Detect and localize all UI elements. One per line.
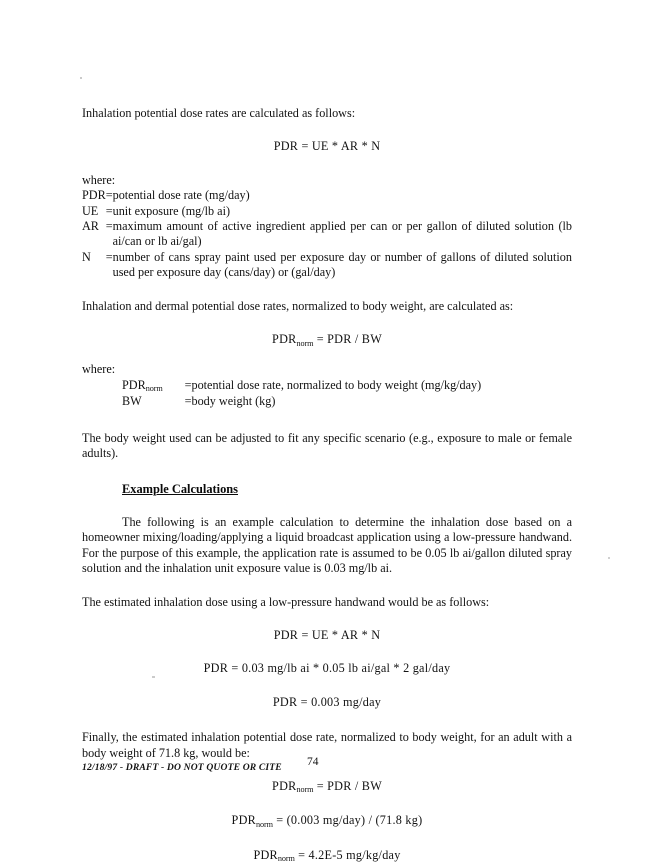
equation-pdrnorm-prefix: PDR xyxy=(272,332,297,347)
definition-term: PDR xyxy=(82,188,106,203)
spacer xyxy=(82,314,572,332)
equation-pdrnorm-rest: = PDR / BW xyxy=(313,332,382,347)
intro-line: Inhalation potential dose rates are calculated as follows: xyxy=(82,106,356,120)
definition-term xyxy=(82,394,163,410)
definition-list-2 xyxy=(82,378,481,411)
definition-row xyxy=(82,250,572,281)
definition-text: number of cans spray paint used per exposure day or number of gallons of diluted solution used per exposure day (cans/day) or (gal/day) xyxy=(112,249,572,280)
equation-pdrnorm xyxy=(82,332,572,348)
equation-norm-2-prefix: PDR xyxy=(231,813,257,828)
definition-text: potential dose rate, normalized to body weight (mg/kg/day) xyxy=(191,377,482,392)
equation-norm-2-rest: = (0.003 mg/day) / (71.8 kg) xyxy=(272,813,423,828)
spacer xyxy=(82,281,572,299)
estimated-intro: The estimated inhalation dose using a low-pressure handwand would be as follows: xyxy=(82,594,490,609)
equation-step2: PDR = 0.03 mg/lb ai * 0.05 lb ai/gal * 2 gal/day xyxy=(203,661,451,676)
equation-norm-2 xyxy=(82,813,572,829)
definition-text: maximum amount of active ingredient applied per can or per gallon of diluted solution (lb ai/can or lb ai/gal) xyxy=(112,219,572,249)
where-label-2: where: xyxy=(82,362,116,377)
equation-pdrnorm-subscript: norm xyxy=(296,338,314,348)
definition-equals: = xyxy=(105,249,113,264)
definition-equals: = xyxy=(105,188,113,203)
spacer xyxy=(82,497,572,515)
finally-paragraph: Finally, the estimated inhalation potential dose rate, normalized to body weight, for an adult with a body weight of 71.8 kg, would be: xyxy=(82,730,572,760)
equation-norm-1-rest: = PDR / BW xyxy=(313,778,382,793)
equation-step1: PDR = UE * AR * N xyxy=(273,627,381,642)
definition-term-prefix: BW xyxy=(122,394,142,409)
body-weight-note: The body weight used can be adjusted to fit any specific scenario (e.g., exposure to male or female adults). xyxy=(82,430,572,461)
definition-row xyxy=(82,219,572,250)
definition-equals: = xyxy=(184,377,192,392)
equation-norm-3-prefix: PDR xyxy=(253,847,278,862)
definition-text: potential dose rate (mg/day) xyxy=(112,188,250,203)
example-calculations-heading: Example Calculations xyxy=(122,481,238,496)
definition-term: N xyxy=(82,249,91,264)
spacer xyxy=(82,411,572,431)
definition-list-1 xyxy=(82,188,572,280)
spacer xyxy=(82,577,572,595)
page-content xyxy=(82,106,572,864)
equation-step3: PDR = 0.003 mg/day xyxy=(272,694,382,709)
page-number: 74 xyxy=(307,756,319,768)
draft-footer-note: 12/18/97 - DRAFT - DO NOT QUOTE OR CITE xyxy=(82,762,282,773)
spacer xyxy=(82,462,572,482)
spacer xyxy=(82,710,572,730)
definition-term: UE xyxy=(82,203,99,218)
definition-equals: = xyxy=(105,203,113,218)
equation-norm-1-subscript: norm xyxy=(296,785,314,795)
definition-equals: = xyxy=(105,219,113,234)
spacer xyxy=(82,610,572,628)
equation-norm-3-subscript: norm xyxy=(277,854,295,864)
scan-artifact-speck xyxy=(80,77,82,79)
definition-text: unit exposure (mg/lb ai) xyxy=(112,203,231,218)
spacer xyxy=(82,643,572,661)
definition-equals: = xyxy=(184,394,192,409)
spacer xyxy=(82,348,572,362)
definition-row xyxy=(82,204,572,219)
page-footer xyxy=(82,756,572,782)
equation-norm-3 xyxy=(82,848,572,864)
equation-pdr: PDR = UE * AR * N xyxy=(273,139,381,154)
spacer xyxy=(82,795,572,813)
spacer xyxy=(82,155,572,173)
normalized-intro: Inhalation and dermal potential dose rates, normalized to body weight, are calculated as: xyxy=(82,298,514,313)
equation-norm-1-prefix: PDR xyxy=(272,778,297,793)
definition-term xyxy=(82,378,163,394)
scan-artifact-speck xyxy=(608,557,610,559)
definition-row xyxy=(82,378,481,394)
spacer xyxy=(82,677,572,695)
example-paragraph: The following is an example calculation to determine the inhalation dose based on a homeowner mixing/loading/applying a liquid broadcast application using a low-pressure handwand. For the purpose of this example, the application rate is assumed to be 0.05 lb ai/gallon diluted spray solution and the inhalation unit exposure value is 0.03 mg/lb ai. xyxy=(82,514,572,576)
spacer xyxy=(82,121,572,139)
definition-term: AR xyxy=(82,219,99,234)
definition-text: body weight (kg) xyxy=(191,394,276,409)
definition-term-subscript: norm xyxy=(145,384,163,394)
definition-row xyxy=(82,394,481,410)
equation-norm-3-rest: = 4.2E-5 mg/kg/day xyxy=(294,847,401,862)
definition-row xyxy=(82,188,572,203)
definition-term-prefix: PDR xyxy=(122,377,146,392)
spacer xyxy=(82,830,572,848)
where-label-1: where: xyxy=(82,172,116,187)
equation-norm-2-subscript: norm xyxy=(256,819,273,829)
